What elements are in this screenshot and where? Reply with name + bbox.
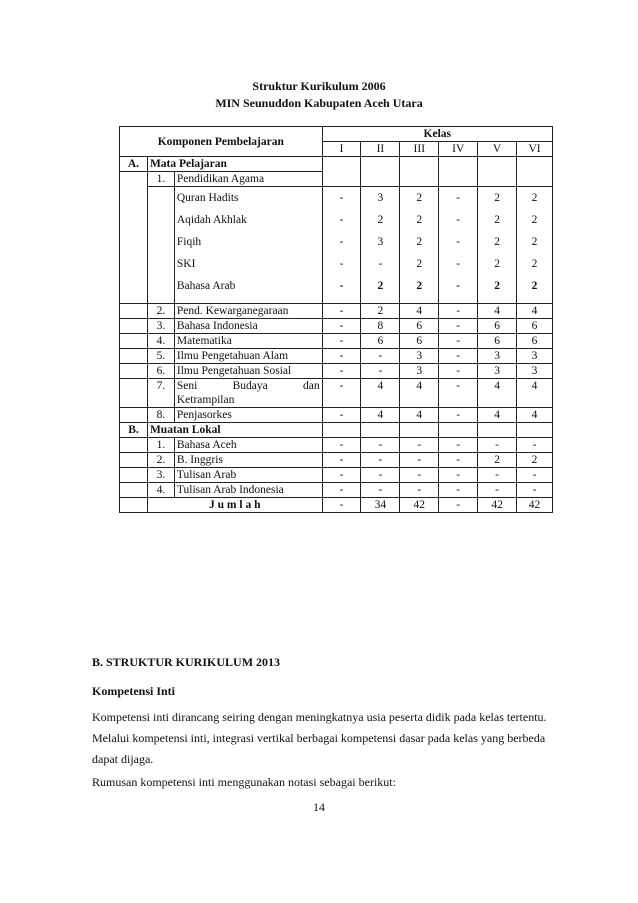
table-cell: 4 bbox=[400, 379, 439, 408]
table-cell: - bbox=[400, 438, 439, 453]
table-cell: - bbox=[322, 408, 361, 423]
header-kelas-ii: II bbox=[361, 142, 400, 157]
row-letter bbox=[120, 364, 148, 379]
table-cell: - bbox=[456, 192, 461, 204]
row-letter bbox=[120, 319, 148, 334]
table-header-row bbox=[120, 127, 553, 142]
row-num: 6. bbox=[147, 364, 174, 379]
agama-values-col bbox=[439, 187, 478, 304]
agama-values-col bbox=[478, 187, 517, 304]
table-cell: - bbox=[400, 468, 439, 483]
agama-subjects bbox=[174, 187, 322, 304]
total-label: J u m l a h bbox=[147, 498, 322, 513]
table-cell bbox=[361, 423, 400, 438]
table-cell: - bbox=[456, 258, 461, 270]
header-kelas-i: I bbox=[322, 142, 361, 157]
table-cell: 6 bbox=[478, 334, 517, 349]
row-letter bbox=[120, 349, 148, 364]
total-cell: 42 bbox=[517, 498, 553, 513]
section-b-letter: B. bbox=[120, 423, 148, 438]
row-name: B. Inggris bbox=[174, 453, 322, 468]
table-cell: 2 bbox=[494, 280, 500, 292]
row-letter bbox=[120, 438, 148, 453]
table-cell: 2 bbox=[531, 214, 538, 226]
row-name: Tulisan Arab bbox=[174, 468, 322, 483]
header-kelas-vi: VI bbox=[517, 142, 553, 157]
row-name: Matematika bbox=[174, 334, 322, 349]
table-cell: 6 bbox=[400, 334, 439, 349]
table-cell: - bbox=[456, 236, 461, 248]
table-cell: 2 bbox=[377, 280, 384, 292]
section-b-row bbox=[120, 423, 553, 438]
row-num: 2. bbox=[147, 304, 174, 319]
table-cell: 8 bbox=[361, 319, 400, 334]
table-cell: - bbox=[378, 258, 383, 270]
table-cell: - bbox=[439, 453, 478, 468]
table-cell: - bbox=[322, 304, 361, 319]
table-cell: 3 bbox=[377, 236, 384, 248]
row-num: 1. bbox=[147, 172, 174, 187]
row-num: 2. bbox=[147, 453, 174, 468]
total-cell: 34 bbox=[361, 498, 400, 513]
table-cell: 6 bbox=[400, 319, 439, 334]
table-cell: - bbox=[400, 453, 439, 468]
row-letter bbox=[120, 379, 148, 408]
table-cell: 6 bbox=[361, 334, 400, 349]
row-letter bbox=[120, 304, 148, 319]
agama-title: Pendidikan Agama bbox=[174, 172, 322, 187]
table-cell bbox=[439, 423, 478, 438]
agama-values-col bbox=[322, 187, 361, 304]
table-cell: - bbox=[361, 468, 400, 483]
table-cell: 2 bbox=[494, 258, 500, 270]
section-heading: B. STRUKTUR KURIKULUM 2013 bbox=[92, 655, 281, 669]
row-num: 4. bbox=[147, 483, 174, 498]
table-cell: - bbox=[322, 453, 361, 468]
row-letter bbox=[120, 408, 148, 423]
table-row bbox=[120, 319, 553, 334]
table-cell: - bbox=[439, 319, 478, 334]
table-cell: - bbox=[361, 453, 400, 468]
total-cell: - bbox=[439, 498, 478, 513]
total-cell: 42 bbox=[478, 498, 517, 513]
table-cell: - bbox=[478, 468, 517, 483]
table-row bbox=[120, 468, 553, 483]
table-cell: 4 bbox=[400, 408, 439, 423]
row-num: 3. bbox=[147, 319, 174, 334]
table-cell: 2 bbox=[531, 280, 538, 292]
table-cell: - bbox=[439, 438, 478, 453]
section-a-letter: A. bbox=[120, 157, 148, 172]
table-cell: - bbox=[361, 364, 400, 379]
table-cell: 6 bbox=[478, 319, 517, 334]
table-cell: - bbox=[322, 379, 361, 408]
table-cell: 3 bbox=[478, 364, 517, 379]
row-letter bbox=[120, 468, 148, 483]
table-cell: 4 bbox=[517, 304, 553, 319]
agama-values-col bbox=[361, 187, 400, 304]
table-cell: - bbox=[322, 438, 361, 453]
table-cell: - bbox=[361, 438, 400, 453]
table-cell: - bbox=[478, 438, 517, 453]
table-cell: - bbox=[439, 468, 478, 483]
table-cell: - bbox=[322, 319, 361, 334]
seni-name-word: Seni bbox=[176, 380, 198, 392]
table-cell: 3 bbox=[377, 192, 384, 204]
table-cell: - bbox=[361, 483, 400, 498]
section-a-title: Mata Pelajaran bbox=[147, 157, 322, 172]
paragraph-2: Rumusan kompetensi inti menggunakan notasi sebagai berikut: bbox=[92, 775, 396, 789]
table-cell: 2 bbox=[531, 192, 538, 204]
row-letter bbox=[120, 334, 148, 349]
table-cell: 4 bbox=[400, 304, 439, 319]
table-row bbox=[120, 379, 553, 408]
table-cell: 2 bbox=[416, 214, 423, 226]
table-cell: - bbox=[339, 236, 344, 248]
table-row bbox=[120, 304, 553, 319]
row-letter bbox=[120, 483, 148, 498]
seni-name-word: Budaya bbox=[232, 380, 268, 392]
total-row bbox=[120, 498, 553, 513]
table-cell: - bbox=[456, 280, 461, 292]
table-cell: - bbox=[439, 349, 478, 364]
seni-name-word: dan bbox=[302, 380, 320, 392]
table-cell bbox=[322, 423, 361, 438]
table-row bbox=[120, 483, 553, 498]
table-cell: 2 bbox=[494, 214, 500, 226]
row-name: Pend. Kewarganegaraan bbox=[174, 304, 322, 319]
row-num: 1. bbox=[147, 438, 174, 453]
table-row bbox=[120, 408, 553, 423]
table-cell: 2 bbox=[494, 236, 500, 248]
table-cell: - bbox=[322, 468, 361, 483]
table-cell: - bbox=[439, 304, 478, 319]
row-num: 3. bbox=[147, 468, 174, 483]
table-cell: 2 bbox=[377, 214, 384, 226]
table-cell bbox=[400, 423, 439, 438]
table-cell: 2 bbox=[361, 304, 400, 319]
row-name: Tulisan Arab Indonesia bbox=[174, 483, 322, 498]
table-cell: 2 bbox=[531, 236, 538, 248]
table-row bbox=[120, 349, 553, 364]
table-cell: 4 bbox=[478, 304, 517, 319]
table-cell: - bbox=[439, 483, 478, 498]
row-num: 5. bbox=[147, 349, 174, 364]
row-num: 7. bbox=[147, 379, 174, 408]
table-cell: 4 bbox=[361, 379, 400, 408]
header-komponen: Komponen Pembelajaran bbox=[120, 127, 323, 157]
table-row bbox=[120, 364, 553, 379]
row-name bbox=[174, 379, 322, 408]
total-cell: 42 bbox=[400, 498, 439, 513]
table-cell: - bbox=[439, 379, 478, 408]
table-row bbox=[120, 334, 553, 349]
table-cell: 6 bbox=[517, 319, 553, 334]
table-cell: 4 bbox=[361, 408, 400, 423]
row-letter bbox=[120, 453, 148, 468]
table-cell: - bbox=[322, 364, 361, 379]
table-cell: 2 bbox=[478, 453, 517, 468]
table-cell: 2 bbox=[416, 280, 423, 292]
row-letter bbox=[120, 498, 148, 513]
agama-subject-label: Aqidah Akhlak bbox=[176, 214, 247, 226]
section-a-row bbox=[120, 157, 553, 172]
table-cell: 3 bbox=[517, 349, 553, 364]
header-kelas-v: V bbox=[478, 142, 517, 157]
total-cell: - bbox=[322, 498, 361, 513]
header-kelas: Kelas bbox=[322, 127, 552, 142]
agama-subject-label: SKI bbox=[176, 258, 196, 270]
table-cell: 3 bbox=[400, 349, 439, 364]
table-cell: 2 bbox=[531, 258, 538, 270]
row-num: 8. bbox=[147, 408, 174, 423]
section-b-title: Muatan Lokal bbox=[147, 423, 322, 438]
row-name: Bahasa Aceh bbox=[174, 438, 322, 453]
table-cell: - bbox=[517, 468, 553, 483]
table-cell: 2 bbox=[416, 236, 423, 248]
seni-name-line1 bbox=[177, 379, 320, 393]
header-kelas-iv: IV bbox=[439, 142, 478, 157]
agama-values-col bbox=[400, 187, 439, 304]
row-num: 4. bbox=[147, 334, 174, 349]
row-name: Penjasorkes bbox=[174, 408, 322, 423]
agama-values-col bbox=[517, 187, 553, 304]
table-cell: - bbox=[456, 214, 461, 226]
paragraph-1: Kompetensi inti dirancang seiring dengan meningkatnya usia peserta didik pada kelas tertentu. Melalui kompetensi inti, integrasi vertikal berbagai kompetensi dasar pada kelas yang berbeda dapat dijaga. bbox=[92, 710, 547, 766]
table-cell: - bbox=[517, 483, 553, 498]
table-cell: - bbox=[478, 483, 517, 498]
agama-subject-label: Bahasa Arab bbox=[176, 280, 236, 292]
table-cell: - bbox=[339, 280, 344, 292]
table-cell: 4 bbox=[517, 408, 553, 423]
table-cell: - bbox=[439, 364, 478, 379]
table-cell: 3 bbox=[400, 364, 439, 379]
page-number: 14 bbox=[313, 800, 325, 814]
table-cell bbox=[478, 423, 517, 438]
seni-name-line2: Ketrampilan bbox=[176, 394, 235, 406]
table-row bbox=[120, 438, 553, 453]
header-kelas-iii: III bbox=[400, 142, 439, 157]
section-subheading: Kompetensi Inti bbox=[92, 684, 176, 698]
curriculum-table bbox=[119, 126, 553, 513]
page-subtitle: MIN Seunuddon Kabupaten Aceh Utara bbox=[215, 96, 423, 110]
row-name: Ilmu Pengetahuan Alam bbox=[174, 349, 322, 364]
row-name: Bahasa Indonesia bbox=[174, 319, 322, 334]
agama-subject-label: Fiqih bbox=[176, 236, 202, 248]
table-cell: - bbox=[322, 483, 361, 498]
agama-subject-label: Quran Hadits bbox=[176, 192, 239, 204]
table-cell: 4 bbox=[478, 408, 517, 423]
table-cell bbox=[517, 423, 553, 438]
table-cell: - bbox=[517, 438, 553, 453]
table-row bbox=[120, 453, 553, 468]
table-cell: 2 bbox=[416, 192, 423, 204]
table-cell: - bbox=[322, 349, 361, 364]
table-cell: 2 bbox=[416, 258, 423, 270]
table-cell: - bbox=[361, 349, 400, 364]
table-cell: 2 bbox=[494, 192, 500, 204]
table-cell: - bbox=[439, 408, 478, 423]
table-cell: 3 bbox=[478, 349, 517, 364]
table-cell: 2 bbox=[517, 453, 553, 468]
table-cell: - bbox=[322, 334, 361, 349]
table-cell: - bbox=[400, 483, 439, 498]
table-cell: - bbox=[339, 258, 344, 270]
agama-subjects-row bbox=[120, 187, 553, 304]
table-cell: 6 bbox=[517, 334, 553, 349]
table-cell: 4 bbox=[478, 379, 517, 408]
table-cell: - bbox=[439, 334, 478, 349]
row-name: Ilmu Pengetahuan Sosial bbox=[174, 364, 322, 379]
table-cell: 4 bbox=[517, 379, 553, 408]
page-title: Struktur Kurikulum 2006 bbox=[252, 79, 386, 93]
table-cell: 3 bbox=[517, 364, 553, 379]
table-cell: - bbox=[339, 192, 344, 204]
table-cell: - bbox=[339, 214, 344, 226]
